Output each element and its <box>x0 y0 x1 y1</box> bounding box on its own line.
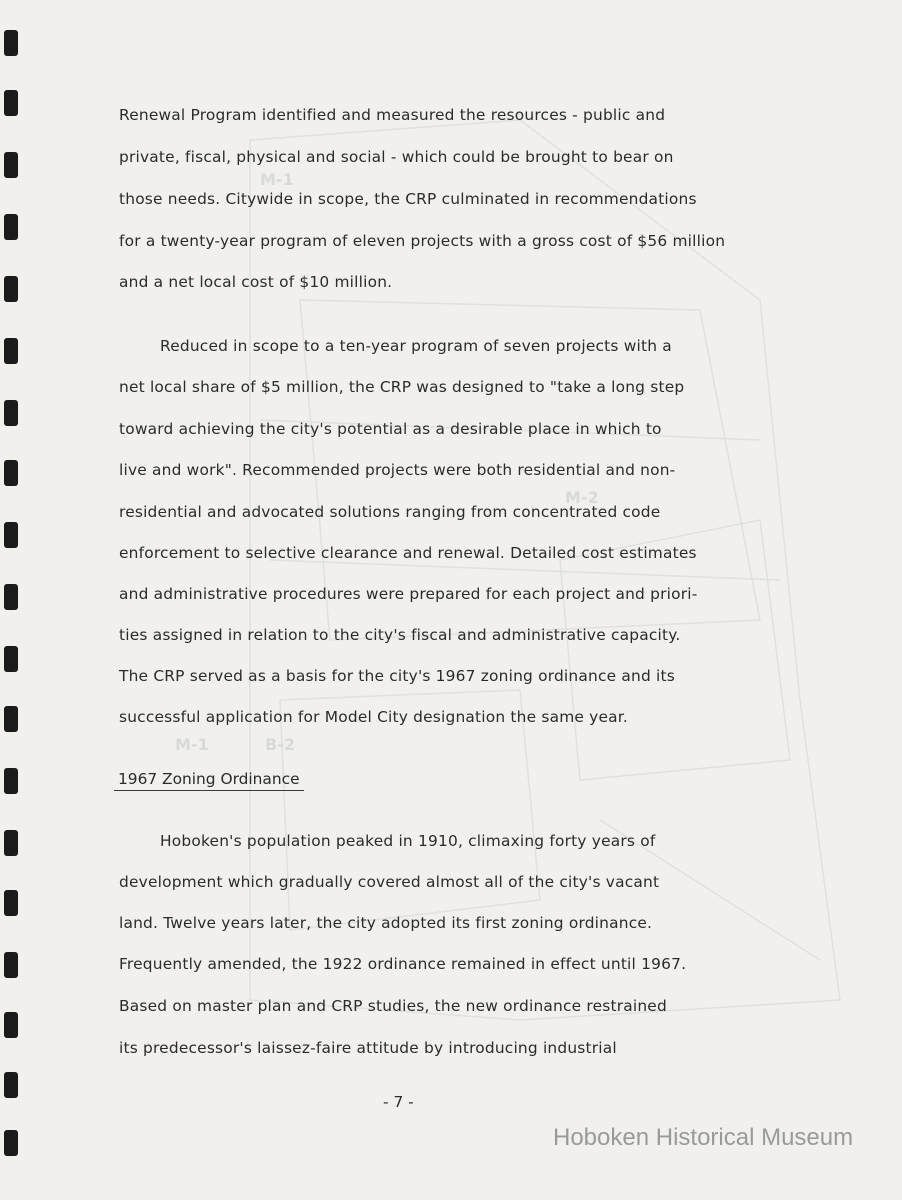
ghost-zone-label: B-2 <box>265 735 295 754</box>
text-line: residential and advocated solutions ranging from concentrated code <box>119 503 661 521</box>
text-line: Hoboken's population peaked in 1910, climaxing forty years of <box>160 832 656 850</box>
text-line: its predecessor's laissez-faire attitude by introducing industrial <box>119 1039 617 1057</box>
text-line: Frequently amended, the 1922 ordinance remained in effect until 1967. <box>119 955 687 973</box>
text-line: successful application for Model City designation the same year. <box>119 708 628 726</box>
text-line: those needs. Citywide in scope, the CRP culminated in recommendations <box>119 190 697 208</box>
ghost-zone-label: M-1 <box>260 170 294 189</box>
text-line: net local share of $5 million, the CRP was designed to "take a long step <box>119 378 685 396</box>
watermark: Hoboken Historical Museum <box>553 1124 854 1151</box>
text-line: toward achieving the city's potential as a desirable place in which to <box>119 420 662 438</box>
ghost-zone-label: M-1 <box>175 735 209 754</box>
ghost-zone-label: M-2 <box>565 488 599 507</box>
text-line: development which gradually covered almost all of the city's vacant <box>119 873 660 891</box>
text-line: private, fiscal, physical and social - which could be brought to bear on <box>119 148 674 166</box>
page-number: - 7 - <box>383 1093 414 1111</box>
text-line: Renewal Program identified and measured the resources - public and <box>119 106 666 124</box>
text-line: enforcement to selective clearance and renewal. Detailed cost estimates <box>119 544 697 562</box>
section-heading: 1967 Zoning Ordinance <box>114 768 304 791</box>
text-line: for a twenty-year program of eleven projects with a gross cost of $56 million <box>119 232 726 250</box>
text-line: The CRP served as a basis for the city's 1967 zoning ordinance and its <box>119 667 675 685</box>
text-line: ties assigned in relation to the city's fiscal and administrative capacity. <box>119 626 681 644</box>
text-line: land. Twelve years later, the city adopted its first zoning ordinance. <box>119 914 653 932</box>
text-line: live and work". Recommended projects were both residential and non- <box>119 461 676 479</box>
text-line: Based on master plan and CRP studies, the new ordinance restrained <box>119 997 667 1015</box>
text-line: Reduced in scope to a ten-year program of seven projects with a <box>160 337 672 355</box>
text-line: and administrative procedures were prepared for each project and priori- <box>119 585 698 603</box>
text-line: and a net local cost of $10 million. <box>119 273 393 291</box>
